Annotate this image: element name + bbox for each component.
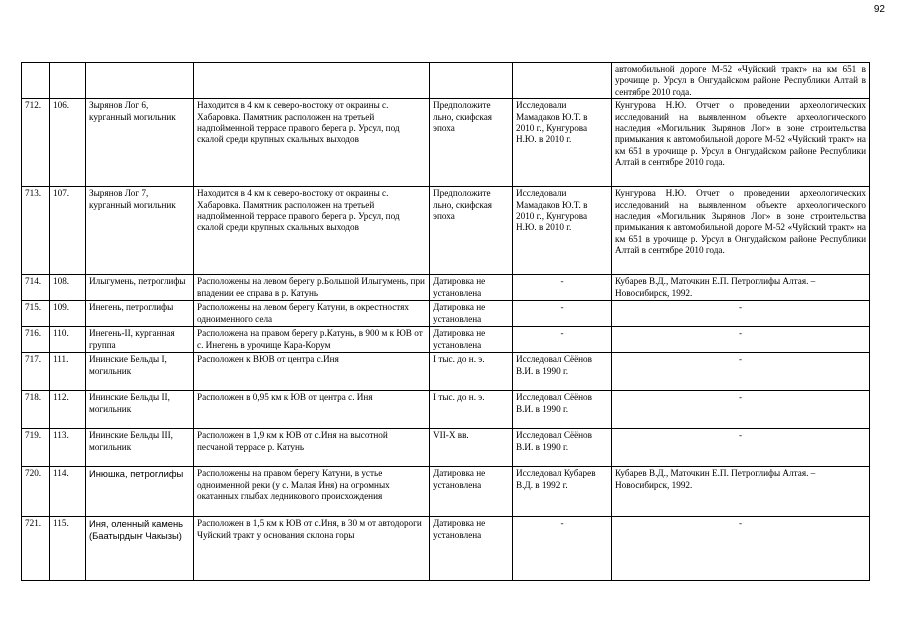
cell-research: -	[513, 301, 612, 327]
cell-dating: Датировка не установлена	[430, 327, 513, 353]
cell-district-number: 112.	[50, 391, 86, 429]
cell-district-number: 114.	[50, 467, 86, 517]
table-row	[22, 187, 870, 275]
cell-number: 720.	[22, 467, 50, 517]
cell-name: Инегень, петроглифы	[86, 301, 194, 327]
cell-number: 714.	[22, 275, 50, 301]
cell-dating: VII-X вв.	[430, 429, 513, 467]
table-row	[22, 429, 870, 467]
cell-name: Инегень-II, курганная группа	[86, 327, 194, 353]
table-row	[22, 99, 870, 187]
cell-name: Инюшка, петроглифы	[86, 467, 194, 517]
cell-dating: I тыс. до н. э.	[430, 391, 513, 429]
cell-research: -	[513, 327, 612, 353]
cell-dating	[430, 63, 513, 99]
cell-number: 713.	[22, 187, 50, 275]
cell-name: Зырянов Лог 7, курганный могильник	[86, 187, 194, 275]
cell-district-number	[50, 63, 86, 99]
cell-number: 718.	[22, 391, 50, 429]
cell-district-number: 115.	[50, 517, 86, 581]
table-row	[22, 467, 870, 517]
cell-literature: -	[612, 301, 870, 327]
table-row	[22, 353, 870, 391]
cell-research: Исследовал Сёёнов В.И. в 1990 г.	[513, 353, 612, 391]
cell-literature: -	[612, 353, 870, 391]
table-row	[22, 301, 870, 327]
cell-name: Ининские Бельды III, могильник	[86, 429, 194, 467]
cell-number: 719.	[22, 429, 50, 467]
cell-dating: Предположите льно, скифская эпоха	[430, 99, 513, 187]
cell-number	[22, 63, 50, 99]
cell-literature: Кунгурова Н.Ю. Отчет о проведении археологических исследований на выявленном объекте археологического наследия «Могильник Зырянов Лог» в зоне строительства примыкания к автомобильной дороге М-52 «Чуйский тракт» на км 651 в урочище р. Урсул в Онгудайском районе Республики Алтай в сентябре 2010 года.	[612, 187, 870, 275]
cell-research: Исследовали Мамадаков Ю.Т. в 2010 г., Кунгурова Н.Ю. в 2010 г.	[513, 99, 612, 187]
cell-district-number: 108.	[50, 275, 86, 301]
cell-dating: Датировка не установлена	[430, 275, 513, 301]
cell-literature: Кунгурова Н.Ю. Отчет о проведении археологических исследований на выявленном объекте археологического наследия «Могильник Зырянов Лог» в зоне строительства примыкания к автомобильной дороге М-52 «Чуйский тракт» на км 651 в урочище р. Урсул в Онгудайском районе Республики Алтай в сентябре 2010 года.	[612, 99, 870, 187]
cell-district-number: 107.	[50, 187, 86, 275]
page-number: 92	[873, 4, 885, 15]
table-row	[22, 63, 870, 99]
cell-research: -	[513, 275, 612, 301]
table-row	[22, 275, 870, 301]
cell-dating: Датировка не установлена	[430, 301, 513, 327]
cell-research: -	[513, 517, 612, 581]
cell-dating: Предположите льно, скифская эпоха	[430, 187, 513, 275]
cell-district-number: 111.	[50, 353, 86, 391]
cell-location: Расположены на левом берегу р.Большой Илыгумень, при впадении ее справа в р. Катунь	[194, 275, 430, 301]
cell-name: Ининские Бельды II, могильник	[86, 391, 194, 429]
cell-location: Находится в 4 км к северо-востоку от окраины с. Хабаровка. Памятник расположен на третьей надпойменной террасе правого берега р. Урсул, под скалой среди крупных скальных выходов	[194, 187, 430, 275]
cell-literature: -	[612, 391, 870, 429]
cell-research	[513, 63, 612, 99]
cell-district-number: 109.	[50, 301, 86, 327]
cell-number: 712.	[22, 99, 50, 187]
table-row	[22, 517, 870, 581]
table-row	[22, 327, 870, 353]
cell-location: Находится в 4 км к северо-востоку от окраины с. Хабаровка. Памятник расположен на третьей надпойменной террасе правого берега р. Урсул, под скалой среди крупных скальных выходов	[194, 99, 430, 187]
monuments-table	[21, 62, 870, 581]
cell-literature: -	[612, 517, 870, 581]
cell-location	[194, 63, 430, 99]
cell-location: Расположен в 1,9 км к ЮВ от с.Иня на высотной песчаной террасе р. Катунь	[194, 429, 430, 467]
cell-number: 717.	[22, 353, 50, 391]
cell-district-number: 110.	[50, 327, 86, 353]
cell-location: Расположен к ВЮВ от центра с.Иня	[194, 353, 430, 391]
cell-dating: Датировка не установлена	[430, 517, 513, 581]
cell-location: Расположен в 0,95 км к ЮВ от центра с. Иня	[194, 391, 430, 429]
cell-district-number: 113.	[50, 429, 86, 467]
cell-name	[86, 63, 194, 99]
cell-dating: I тыс. до н. э.	[430, 353, 513, 391]
cell-research: Исследовал Сёёнов В.И. в 1990 г.	[513, 391, 612, 429]
cell-number: 721.	[22, 517, 50, 581]
cell-literature: Кубарев В.Д., Маточкин Е.П. Петроглифы Алтая. – Новосибирск, 1992.	[612, 275, 870, 301]
cell-name: Зырянов Лог 6, курганный могильник	[86, 99, 194, 187]
cell-location: Расположены на левом берегу Катуни, в окрестностях одноименного села	[194, 301, 430, 327]
cell-literature: -	[612, 327, 870, 353]
cell-research: Исследовали Мамадаков Ю.Т. в 2010 г., Кунгурова Н.Ю. в 2010 г.	[513, 187, 612, 275]
cell-name: Иня, оленный камень (Баатырдыҥ Чакызы)	[86, 517, 194, 581]
cell-research: Исследовал Кубарев В.Д. в 1992 г.	[513, 467, 612, 517]
cell-number: 715.	[22, 301, 50, 327]
cell-name: Илыгумень, петроглифы	[86, 275, 194, 301]
cell-name: Ининские Бельды I, могильник	[86, 353, 194, 391]
cell-number: 716.	[22, 327, 50, 353]
cell-literature: автомобильной дороге М-52 «Чуйский тракт» на км 651 в урочище р. Урсул в Онгудайском районе Республики Алтай в сентябре 2010 года.	[612, 63, 870, 99]
cell-location: Расположен в 1,5 км к ЮВ от с.Иня, в 30 м от автодороги Чуйский тракт у основания склона горы	[194, 517, 430, 581]
cell-location: Расположены на правом берегу Катуни, в устье одноименной реки (у с. Малая Иня) на огромных окатанных глыбах ледникового происхождения	[194, 467, 430, 517]
cell-literature: Кубарев В.Д., Маточкин Е.П. Петроглифы Алтая. – Новосибирск, 1992.	[612, 467, 870, 517]
cell-research: Исследовал Сёёнов В.И. в 1990 г.	[513, 429, 612, 467]
cell-dating: Датировка не установлена	[430, 467, 513, 517]
cell-literature: -	[612, 429, 870, 467]
cell-location: Расположена на правом берегу р.Катунь, в 900 м к ЮВ от с. Инегень в урочище Кара-Корум	[194, 327, 430, 353]
table-row	[22, 391, 870, 429]
cell-district-number: 106.	[50, 99, 86, 187]
